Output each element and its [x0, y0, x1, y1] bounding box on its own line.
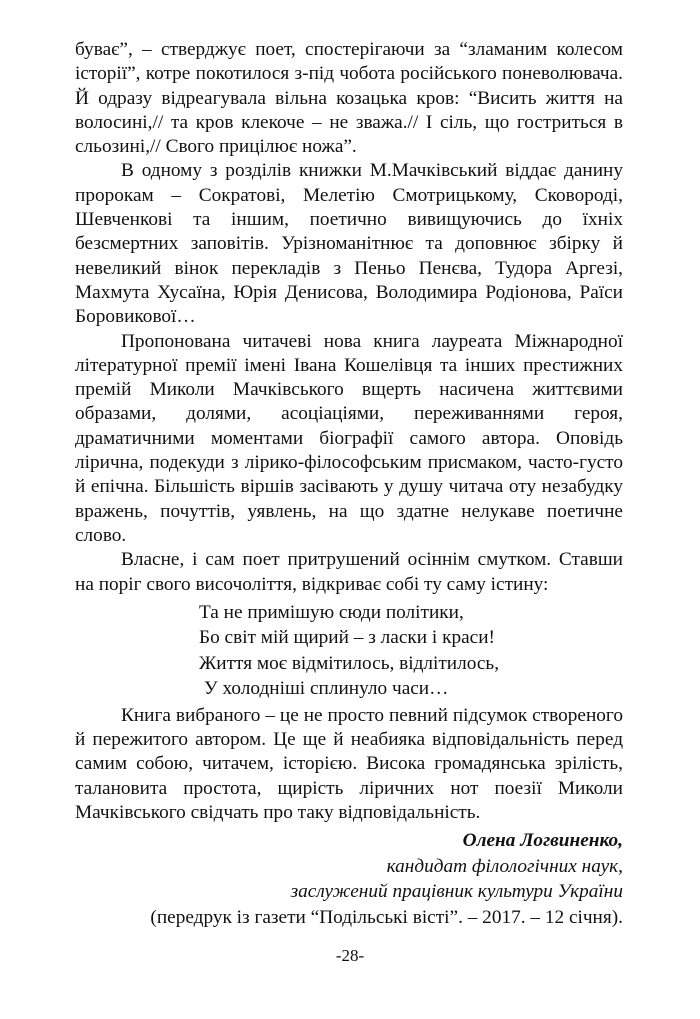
paragraph-continuation: буває”, – стверджує поет, спостерігаючи за “зламаним колесом історії”, котре покотилося з-під чобота російського поневолювача. Й одразу відреагувала вільна козацька кров: “Висить життя на волосині,// та кров клекоче – не зважа.// І сіль, що гостриться в сльозині,// Свого прицілює ножа”. — [75, 39, 623, 158]
paragraph-prophets: В одному з розділів книжки М.Мачківський віддає данину пророкам – Сократові, Мелетію Смотрицькому, Сковороді, Шевченкові та іншим, поетично вивищуючись до їхніх безсмертних заповітів. Урізноманітнює та доповнює збірку й невеликий вінок перекладів з Пеньо Пенєва, Тудора Аргезі, Махмута Хусаїна, Юрія Денисова, Володимира Родіонова, Раїси Боровикової… — [75, 160, 623, 328]
signature-title: заслужений працівник культури України — [290, 881, 623, 903]
poem-line: Життя моє відмітилось, відлітилось, — [199, 652, 500, 674]
poem-line: У холодніші сплинуло часи… — [204, 678, 449, 700]
signature-degree: кандидат філологічних наук, — [386, 855, 623, 877]
page-number: -28- — [335, 946, 365, 965]
paragraph-autumn-sadness: Власне, і сам поет притрушений осіннім смутком. Ставши на поріг свого височоліття, відкриває собі ту саму істину: — [75, 549, 623, 595]
poem-line: Бо світ мій щирий – з ласки і краси! — [199, 627, 495, 649]
paragraph-closing: Книга вибраного – це не просто певний підсумок створеного й пережитого автором. Це ще й неабияка відповідальність перед самим собою, читачем, історією. Висока громадянська зрілість, талановита простота, щирість ліричних нот поезії Миколи Мачківського свідчать про таку відповідальність. — [75, 704, 623, 824]
document-page — [75, 38, 623, 930]
signature-block — [75, 828, 623, 905]
paragraph-new-book: Пропонована читачеві нова книга лауреата Міжнародної літературної премії імені Івана Кошелівця та інших престижних премій Миколи Мачківського вщерть насичена життєвими образами, долями, асоціаціями, переживаннями героя, драматичними моментами біографії самого автора. Оповідь лірична, подекуди з лірико-філософським присмаком, часто-густо й епічна. Більшість віршів засівають у душу читача оту незабудку вражень, почуттів, уявлень, на що здатне нелукаве поетичне слово. — [75, 330, 623, 546]
signature-author: Олена Логвиненко, — [462, 830, 623, 852]
reprint-note: (передрук із газети “Подільські вісті”. – 2017. – 12 січня). — [150, 906, 623, 928]
poem-line: Та не примішую сюди політики, — [199, 601, 464, 623]
poem-quote — [199, 600, 623, 702]
